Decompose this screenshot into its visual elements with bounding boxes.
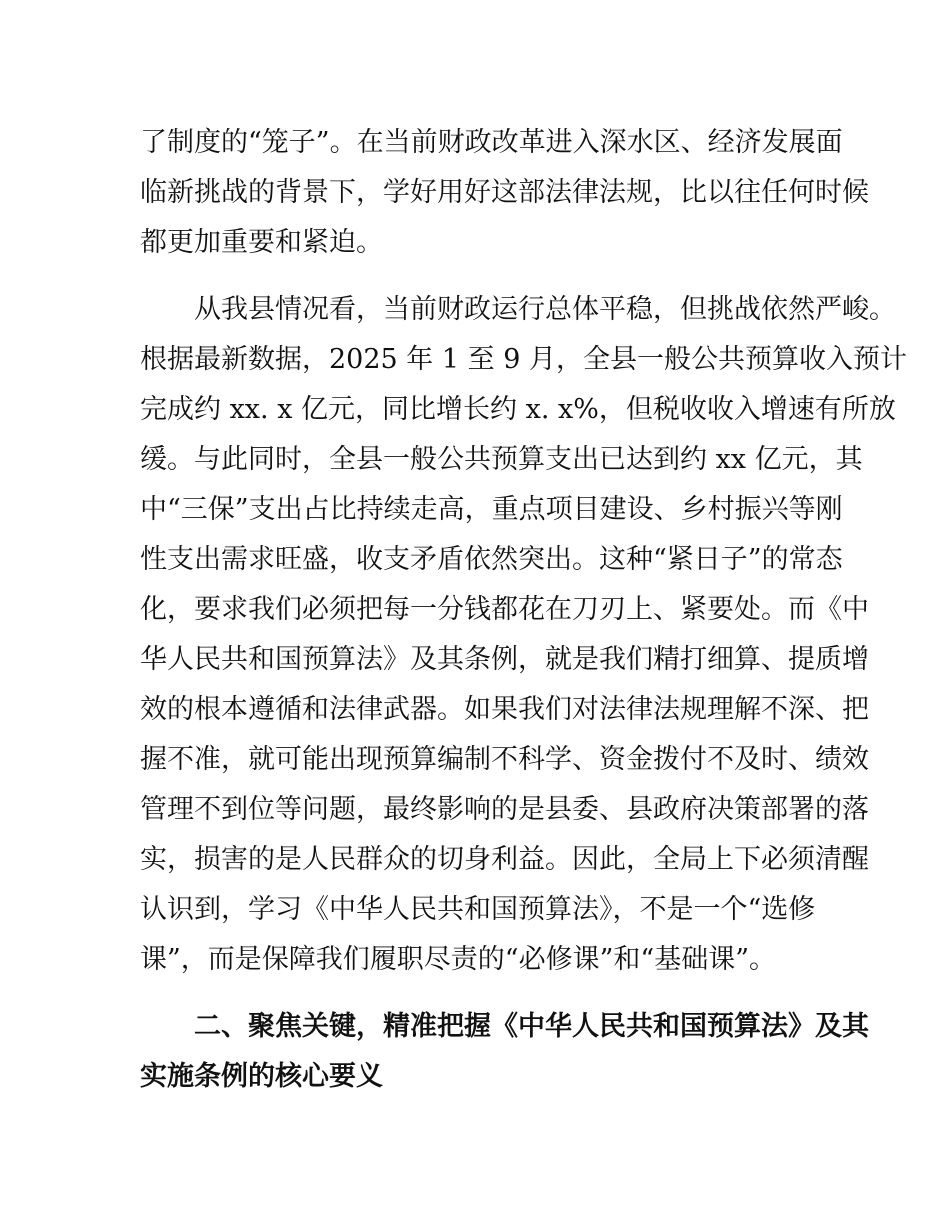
text-line: 课”，而是保障我们履职尽责的“必修课”和“基础课”。 — [140, 944, 777, 975]
text-line: 实，损害的是人民群众的切身利益。因此，全局上下必须清醒 — [140, 844, 869, 875]
text-line: 从我县情况看，当前财政运行总体平稳，但挑战依然严峻。 — [194, 294, 896, 325]
text-line: 临新挑战的背景下，学好用好这部法律法规，比以往任何时候 — [140, 177, 869, 208]
section-heading — [140, 1002, 869, 1102]
text-line: 化，要求我们必须把每一分钱都花在刀刃上、紧要处。而《中 — [140, 594, 869, 625]
paragraph-2 — [140, 285, 907, 985]
text-line: 了制度的“笼子”。在当前财政改革进入深水区、经济发展面 — [140, 127, 843, 158]
document-page — [140, 118, 907, 1102]
heading-line: 二、聚焦关键，精准把握《中华人民共和国预算法》及其 — [194, 1011, 869, 1042]
text-line: 中“三保”支出占比持续走高，重点项目建设、乡村振兴等刚 — [140, 494, 843, 525]
text-line: 根据最新数据，2025 年 1 至 9 月，全县一般公共预算收入预计 — [140, 344, 907, 375]
text-line: 握不准，就可能出现预算编制不科学、资金拨付不及时、绩效 — [140, 744, 869, 775]
paragraph-1 — [140, 118, 869, 268]
text-line: 管理不到位等问题，最终影响的是县委、县政府决策部署的落 — [140, 794, 869, 825]
text-line: 都更加重要和紧迫。 — [140, 227, 383, 258]
text-line: 性支出需求旺盛，收支矛盾依然突出。这种“紧日子”的常态 — [140, 544, 843, 575]
heading-line: 实施条例的核心要义 — [140, 1061, 383, 1092]
text-line: 华人民共和国预算法》及其条例，就是我们精打细算、提质增 — [140, 644, 869, 675]
text-line: 效的根本遵循和法律武器。如果我们对法律法规理解不深、把 — [140, 694, 869, 725]
text-line: 完成约 xx. x 亿元，同比增长约 x. x%，但税收收入增速有所放 — [140, 394, 896, 425]
text-line: 缓。与此同时，全县一般公共预算支出已达到约 xx 亿元，其 — [140, 444, 863, 475]
text-line: 认识到，学习《中华人民共和国预算法》，不是一个“选修 — [140, 894, 816, 925]
